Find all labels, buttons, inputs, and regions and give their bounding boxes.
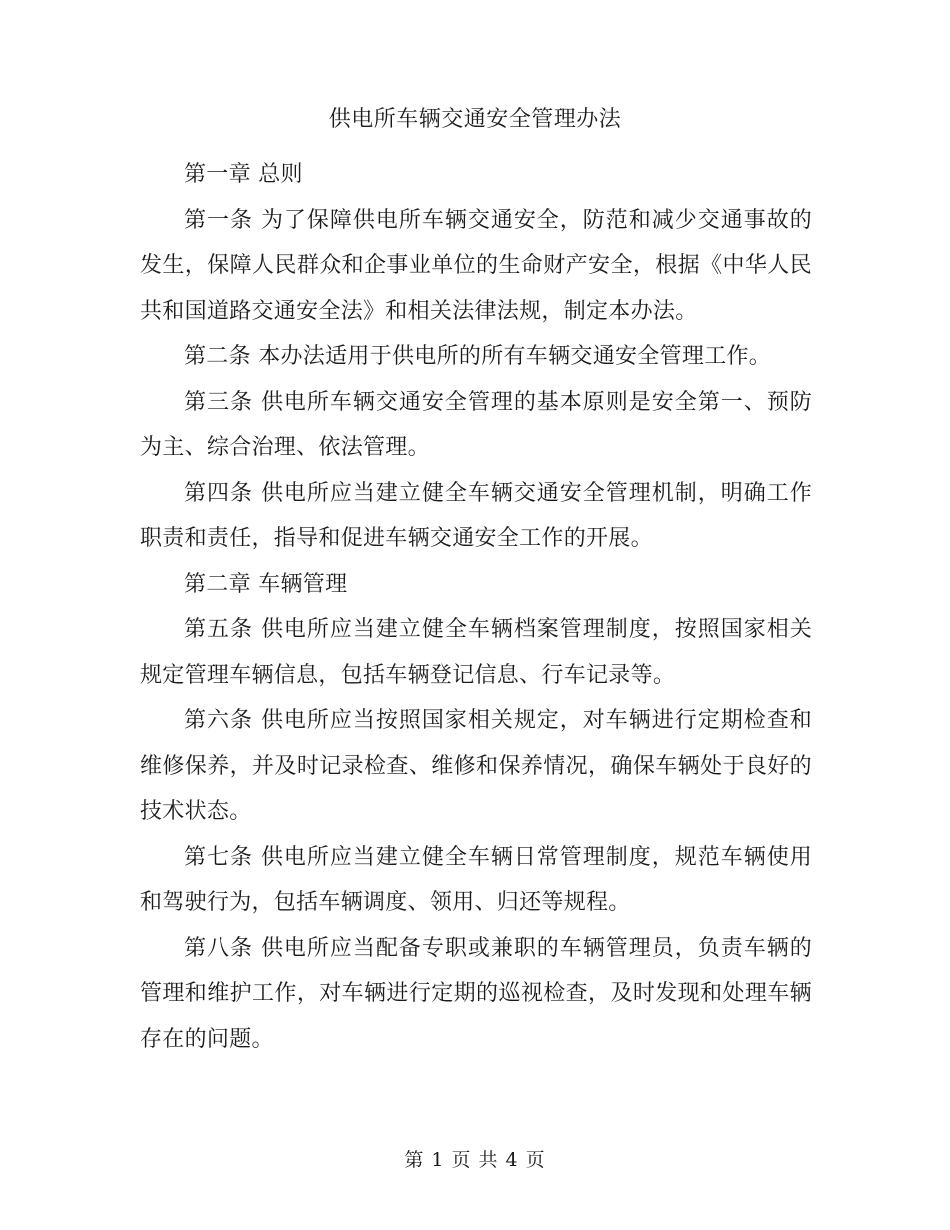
article-6: 第六条 供电所应当按照国家相关规定，对车辆进行定期检查和维修保养，并及时记录检查、维修和保养情况，确保车辆处于良好的技术状态。: [140, 708, 812, 824]
article-7: 第七条 供电所应当建立健全车辆日常管理制度，规范车辆使用和驾驶行为，包括车辆调度、领用、归还等规程。: [140, 844, 812, 915]
page-number-footer: 第 1 页 共 4 页: [404, 1149, 546, 1171]
article-8: 第八条 供电所应当配备专职或兼职的车辆管理员，负责车辆的管理和维护工作，对车辆进行定期的巡视检查，及时发现和处理车辆存在的问题。: [140, 935, 812, 1052]
document-title: 供电所车辆交通安全管理办法: [328, 107, 622, 132]
article-2: 第二条 本办法适用于供电所的所有车辆交通安全管理工作。: [184, 344, 772, 369]
chapter-heading-1: 第一章 总则: [184, 162, 303, 187]
chapter-heading-2: 第二章 车辆管理: [184, 571, 348, 597]
article-5: 第五条 供电所应当建立健全车辆档案管理制度，按照国家相关规定管理车辆信息，包括车辆登记信息、行车记录等。: [140, 617, 812, 688]
document-body: [140, 152, 812, 1062]
article-1: 第一条 为了保障供电所车辆交通安全，防范和减少交通事故的发生，保障人民群众和企事业单位的生命财产安全，根据《中华人民共和国道路交通安全法》和相关法律法规，制定本办法。: [140, 207, 812, 324]
article-4: 第四条 供电所应当建立健全车辆交通安全管理机制，明确工作职责和责任，指导和促进车辆交通安全工作的开展。: [140, 480, 812, 551]
article-3: 第三条 供电所车辆交通安全管理的基本原则是安全第一、预防为主、综合治理、依法管理。: [140, 389, 812, 460]
